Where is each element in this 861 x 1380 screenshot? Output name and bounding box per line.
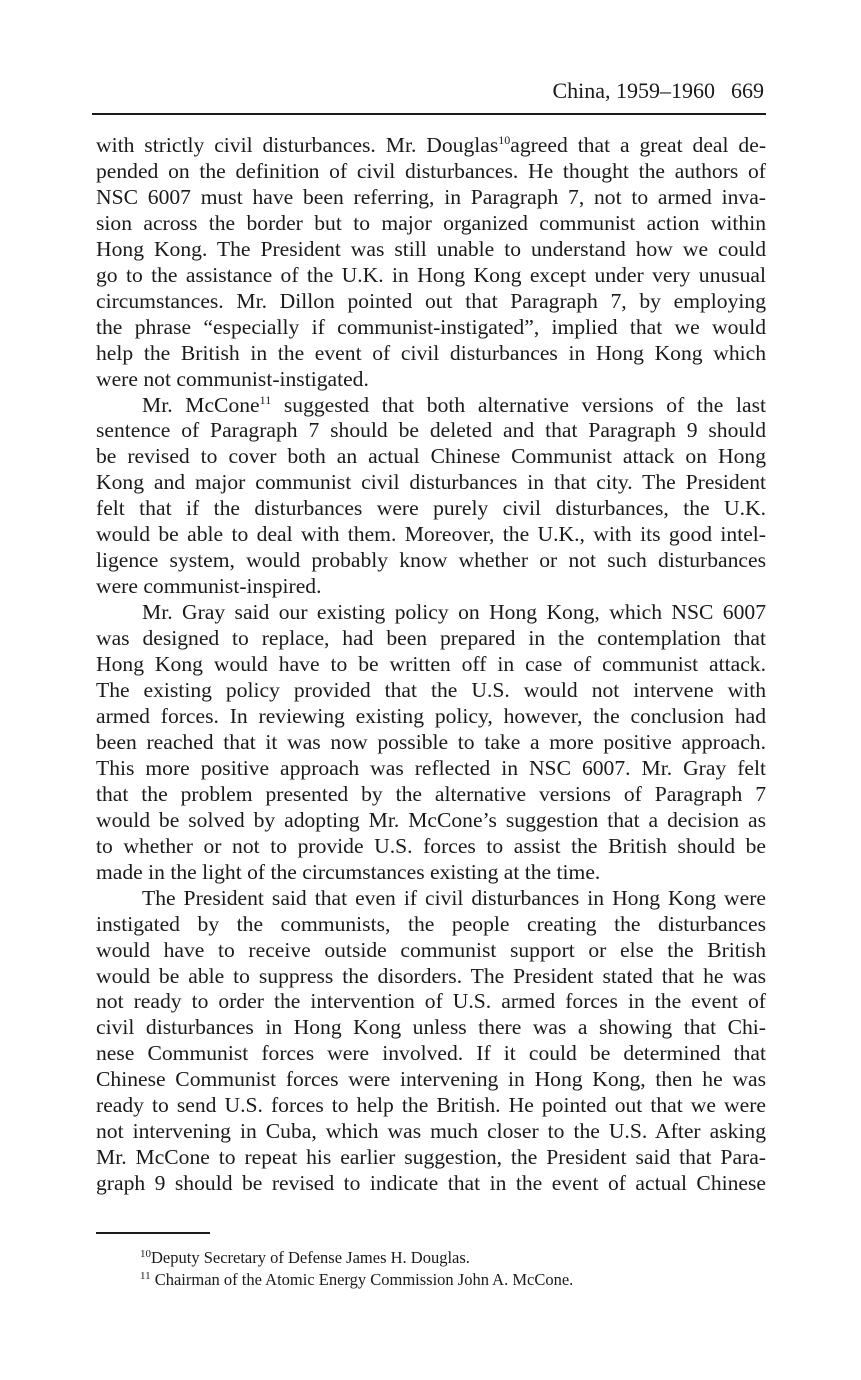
text-line: been reached that it was now possible to take a more positive approach. [96,729,766,754]
text-line: the phrase “especially if communist-instigated”, implied that we would [96,314,766,339]
page-number: 669 [731,78,764,103]
text-line: pended on the definition of civil disturbances. He thought the authors of [96,158,766,183]
paragraph-2 [96,393,766,601]
text-line: civil disturbances in Hong Kong unless there was a showing that Chi- [96,1015,766,1040]
text-line: ligence system, would probably know whether or not such disturbances [96,548,766,573]
footnote-11 [140,1269,740,1291]
text-line: was designed to replace, had been prepared in the contemplation that [96,626,766,651]
body-text [96,133,766,1197]
text-line: circumstances. Mr. Dillon pointed out that Paragraph 7, by employing [96,288,766,313]
paragraph-4 [96,886,766,1197]
text-line: would be able to deal with them. Moreover, the U.K., with its good intel- [96,522,766,547]
text-line: armed forces. In reviewing existing policy, however, the conclusion had [96,703,766,728]
text-line: to whether or not to provide U.S. forces to assist the British should be [96,833,766,858]
text-line: would have to receive outside communist support or else the British [96,937,766,962]
text-line: Hong Kong. The President was still unable to understand how we could [96,236,766,261]
text-line: with strictly civil disturbances. Mr. Douglas$^{10}$agreed that a great deal de- [96,133,767,157]
text-line: would be solved by adopting Mr. McCone’s suggestion that a decision as [96,807,766,832]
text-line: instigated by the communists, the people creating the disturbances [96,911,766,936]
text-line: ready to send U.S. forces to help the British. He pointed out that we were [96,1093,766,1118]
text-line: felt that if the disturbances were purely civil disturbances, the U.K. [96,496,766,521]
text-line: Mr. Gray said our existing policy on Hong Kong, which NSC 6007 [142,600,766,625]
text-line: were communist-inspired. [96,574,322,599]
text-line: graph 9 should be revised to indicate that in the event of actual Chinese [96,1171,766,1196]
footnote-10 [140,1247,740,1269]
text-line: Mr. McCone to repeat his earlier suggestion, the President said that Para- [96,1145,766,1170]
footnote-text: Deputy Secretary of Defense James H. Douglas. [151,1248,470,1267]
text-line: Mr. McCone$^{11}$ suggested that both alternative versions of the last [142,392,766,417]
text-line: sion across the border but to major organized communist action within [96,210,766,235]
footnote-ref-11: 11 [259,392,272,407]
text-line: go to the assistance of the U.K. in Hong Kong except under very unusual [96,262,766,287]
text-line: sentence of Paragraph 7 should be deleted and that Paragraph 9 should [96,418,766,443]
running-title: China, 1959–1960 [552,78,715,103]
running-header [92,78,764,114]
text-line: nese Communist forces were involved. If it could be determined that [96,1041,766,1066]
text-line: were not communist-instigated. [96,366,369,391]
text-line: The existing policy provided that the U.S. would not intervene with [96,678,766,703]
footnote-marker: 11 [140,1270,151,1282]
text-line: The President said that even if civil disturbances in Hong Kong were [142,885,766,910]
footnote-rule [96,1232,210,1234]
text-line: NSC 6007 must have been referring, in Paragraph 7, not to armed inva- [96,184,766,209]
footnote-text: Chairman of the Atomic Energy Commission John A. McCone. [154,1270,574,1289]
text-line: made in the light of the circumstances existing at the time. [96,859,601,884]
text-line: would be able to suppress the disorders. The President stated that he was [96,963,766,988]
text-line: help the British in the event of civil disturbances in Hong Kong which [96,340,766,365]
text-line: be revised to cover both an actual Chinese Communist attack on Hong [96,444,766,469]
text-line: Chinese Communist forces were intervening in Hong Kong, then he was [96,1067,766,1092]
footnote-ref-10: 10 [498,133,511,147]
text-line: This more positive approach was reflected in NSC 6007. Mr. Gray felt [96,755,766,780]
paragraph-1 [96,133,766,393]
text-line: Kong and major communist civil disturbances in that city. The President [96,470,766,495]
footnotes [140,1247,740,1291]
footnote-marker: 10 [140,1248,151,1260]
text-line: not ready to order the intervention of U.S. armed forces in the event of [96,989,766,1014]
text-line: that the problem presented by the alternative versions of Paragraph 7 [96,781,766,806]
header-rule [92,113,766,115]
text-line: not intervening in Cuba, which was much closer to the U.S. After asking [96,1119,766,1144]
paragraph-3 [96,600,766,885]
text-line: Hong Kong would have to be written off in case of communist attack. [96,652,766,677]
